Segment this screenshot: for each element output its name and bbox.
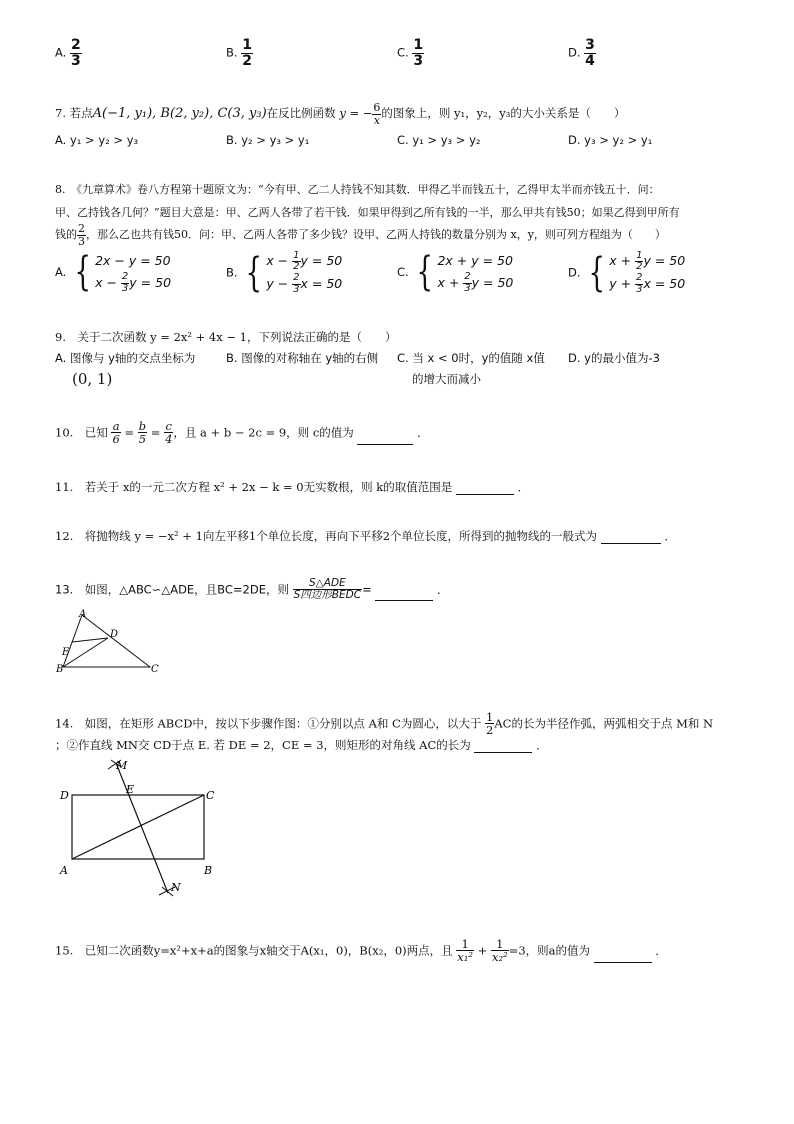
brace-icon: { [416,249,434,296]
fraction: $\frac{1}{\text{x₁²}}$ [457,937,474,965]
fraction: $\frac{1}{\text{x₂²}}$ [491,937,508,965]
label-m: M [116,759,128,772]
fraction: $\frac{2}{3}$ [78,222,85,248]
fraction: $\frac{2}{3}$ [293,272,300,295]
label-a: A [79,609,87,620]
q8-option-b: B. { x − $\frac{1}{2}$ y = 50 y − $\frac{2}{3}$ x = 50 [226,249,343,296]
answer-blank[interactable] [594,952,652,963]
q7-option-b: B. y₂ > y₃ > y₁ [226,133,310,147]
fraction: $\frac{2}{3}$ [464,271,471,294]
q8-line-2: 甲、乙持钱各几何？”题目大意是：甲、乙两人各带了若干钱．如果甲得到乙所有钱的一半，那么甲共有钱50；如果乙得到甲所有 [55,206,680,219]
fraction: $\frac{6}{x}$ [373,101,381,127]
fraction: $\frac{1}{2}$ [636,249,643,272]
q10: 10. 已知 $\frac{a}{6}$ = $\frac{b}{5}$ = $\frac{c}{4}$ ，且 a + b − 2c = 9，则 c的值为 ． [55,419,429,447]
q14-line-2: ；②作直线 MN交 CD于点 E. 若 DE = 2，CE = 3，则矩形的对角线 AC的长为 ． [55,738,548,752]
label-e: E [62,647,70,658]
rectangle-figure [55,755,225,905]
label-d: D [60,789,69,802]
label-b: B [56,664,64,675]
equation-system: x − $\frac{1}{2}$ y = 50 y − $\frac{2}{3}$ x = 50 [266,249,343,295]
label-e: E [126,783,135,796]
fraction: $\frac{1}{3}$ [413,37,424,69]
fraction: $\frac{b}{5}$ [138,419,147,447]
fraction: $\frac{1}{2}$ [486,710,494,738]
fraction: $\frac{3}{4}$ [585,37,595,69]
q9-option-b: B. 图像的对称轴在 y轴的右侧 [226,351,379,365]
answer-blank[interactable] [601,533,661,544]
label-d: D [110,629,119,640]
label-n: N [171,881,181,894]
q15: 15. 已知二次函数y=x²+x+a的图象与x轴交于A(x₁，0)，B(x₂，0)两点，且 $\frac{1}{\text{x₁²}}$ + $\frac{1}{\text{x₂²}}$ =3，则a的值为 ． [55,937,667,965]
q6-option-d: D. $\frac{3}{4}$ [568,37,595,69]
q8-option-c: C. { 2x + y = 50 x + $\frac{2}{3}$ y = 50 [397,249,514,296]
q7-option-d: D. y₃ > y₂ > y₁ [568,133,653,147]
q9-option-a: A. 图像与 y轴的交点坐标为 [55,351,196,365]
q11: 11. 若关于 x的一元二次方程 x² + 2x − k = 0无实数根，则 k的取值范围是 ． [55,480,530,494]
q8-line-1: 8. 《九章算术》卷八方程第十题原文为：“今有甲、乙二人持钱不知其数．甲得乙半而钱五十，乙得甲太半而亦钱五十．问： [55,183,660,196]
equation-system: x + $\frac{1}{2}$ y = 50 y + $\frac{2}{3}$ x = 50 [609,249,686,295]
answer-blank[interactable] [375,590,433,601]
q9-option-a-cont: (0, 1) [72,370,113,388]
fraction: $\frac{2}{3}$ [121,271,129,294]
q14-line-1: 14. 如图，在矩形 ABCD中，按以下步骤作图：①分别以点 A和 C为圆心，以大于 $\frac{1}{2}$ AC的长为半径作弧，两弧相交于点 M和 N [55,710,714,738]
label-b: B [204,864,213,877]
q9-option-d: D. y的最小值为-3 [568,351,660,365]
label-c: C [151,664,159,675]
label-a: A [60,864,68,877]
equation-system: 2x − y = 50 x − $\frac{2}{3}$ y = 50 [95,253,172,294]
segment-bd [63,638,108,667]
fraction: $\frac{1}{2}$ [242,37,252,69]
triangle-figure [55,606,165,676]
q7-option-c: C. y₁ > y₃ > y₂ [397,133,481,147]
fraction: $\frac{\text{S△ADE}}{\text{S四边形BEDC}}$ [293,577,362,602]
brace-icon: { [245,249,263,296]
q8-option-d: D. { x + $\frac{1}{2}$ y = 50 y + $\frac{2}{3}$ x = 50 [568,249,686,296]
q9-option-c-cont: 的增大而减小 [412,372,481,386]
fraction: $\frac{2}{3}$ [70,37,81,69]
triangle-abc [63,615,150,667]
q8-option-a: A. { 2x − y = 50 x − $\frac{2}{3}$ y = 50 [55,249,172,296]
q13: 13. 如图，△ABC∽△ADE，且BC=2DE，则 $\frac{\text{S△ADE}}{\text{S四边形BEDC}}$ = ． [55,577,449,602]
q6-option-a: A. $\frac{2}{3}$ [55,37,81,69]
q9-option-c: C. 当 x < 0时，y的值随 x值 [397,351,545,365]
fraction: $\frac{1}{2}$ [293,249,300,272]
answer-blank[interactable] [474,742,532,753]
fraction: $\frac{c}{4}$ [165,419,173,447]
equation-system: 2x + y = 50 x + $\frac{2}{3}$ y = 50 [437,253,514,294]
brace-icon: { [588,249,606,296]
fraction: $\frac{a}{6}$ [112,419,120,447]
q6-option-c: C. $\frac{1}{3}$ [397,37,424,69]
q6-option-b: B. $\frac{1}{2}$ [226,37,252,69]
answer-blank[interactable] [357,434,413,445]
fraction: $\frac{2}{3}$ [636,272,643,295]
answer-blank[interactable] [456,484,514,495]
q7-stem: 7. 若点A(−1, y₁), B(2, y₂), C(3, y₃)在反比例函数 y = − $\frac{6}{x}$ 的图象上，则 y₁，y₂，y₃的大小关系是（ ） [55,101,626,127]
q12: 12. 将抛物线 y = −x² + 1向左平移1个单位长度，再向下平移2个单位长度，所得到的抛物线的一般式为 ． [55,529,676,543]
label-c: C [206,789,215,802]
diagonal-ac [72,795,204,859]
line-mn [116,763,168,893]
q8-line-3: 钱的 $\frac{2}{3}$ ，那么乙也共有钱50．问：甲、乙两人各带了多少钱？设甲、乙两人持钱的数量分别为 x，y，则可列方程组为（ ） [55,222,666,248]
q7-option-a: A. y₁ > y₂ > y₃ [55,133,139,147]
q9-stem: 9. 关于二次函数 y = 2x² + 4x − 1，下列说法正确的是（ ） [55,330,397,344]
brace-icon: { [74,249,91,296]
